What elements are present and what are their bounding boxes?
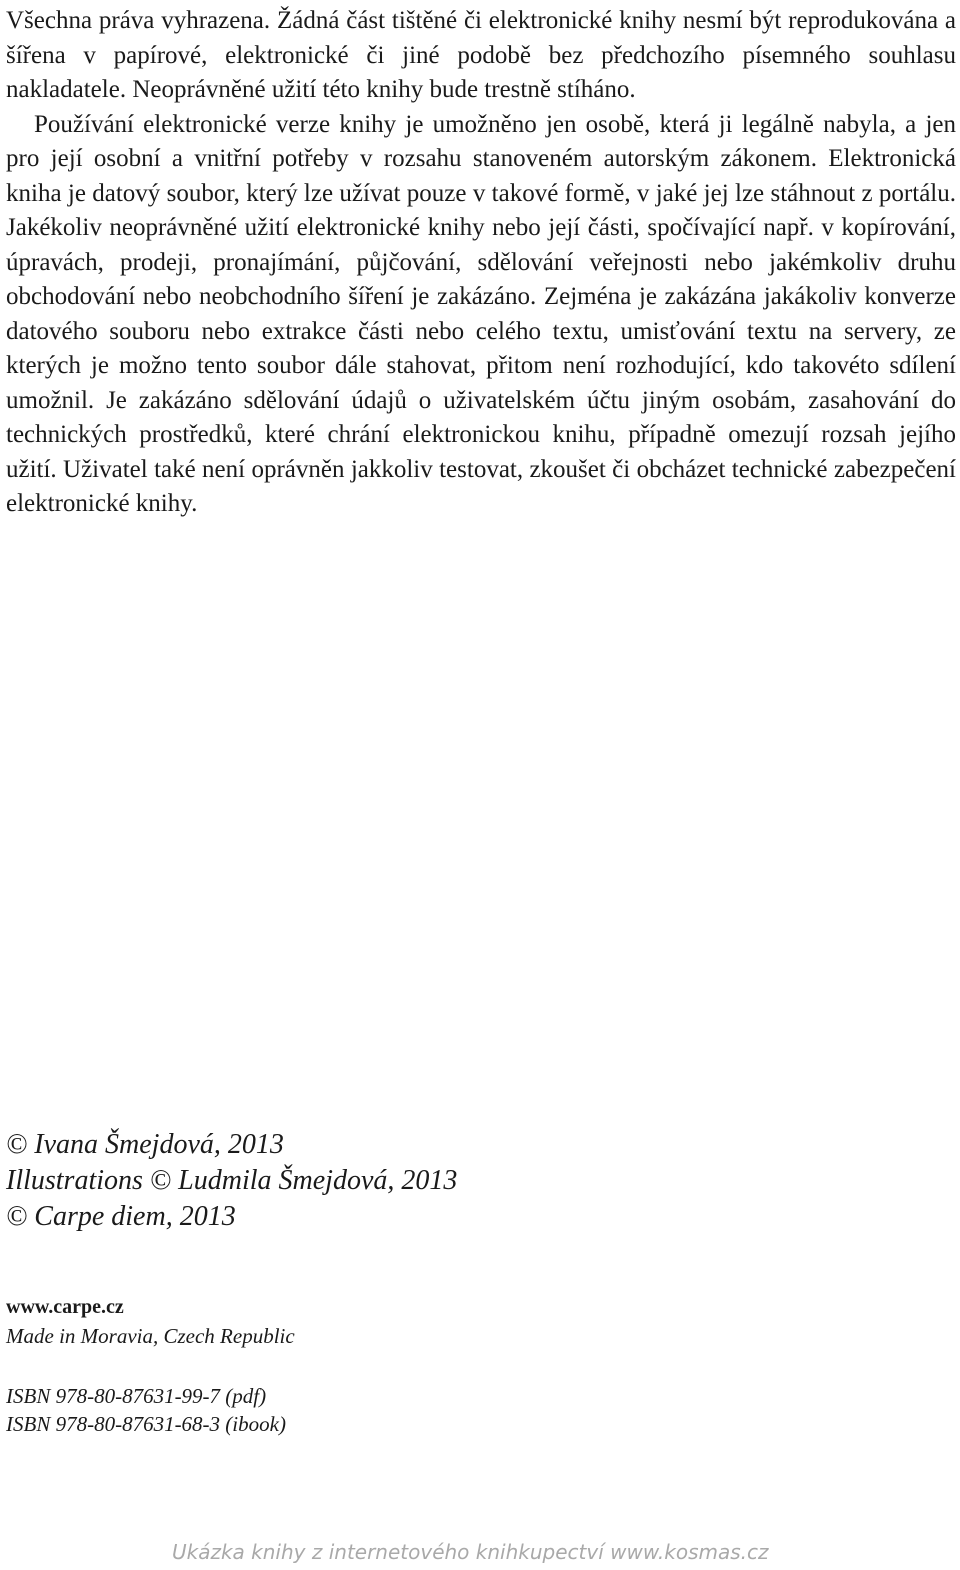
- isbn-ibook: ISBN 978-80-87631-68-3 (ibook): [6, 1412, 286, 1436]
- copyright-illustrations: Illustrations © Ludmila Šmejdová, 2013: [6, 1165, 458, 1196]
- copyright-block: [6, 1127, 457, 1235]
- copyright-publisher: © Carpe diem, 2013: [6, 1201, 236, 1232]
- rights-paragraph-1: Všechna práva vyhrazena. Žádná část tištěné či elektronické knihy nesmí být reprodukována a šířena v papírové, elektronické či jiné podobě bez předchozího písemného souhlasu nakladatele. Neoprávněné užití této knihy bude trestně stíháno.: [6, 7, 956, 103]
- isbn-block: [6, 1382, 286, 1438]
- watermark-footer: Ukázka knihy z internetového knihkupectví www.kosmas.cz: [172, 1540, 769, 1564]
- rights-notice: [6, 4, 956, 522]
- rights-paragraph-2: Používání elektronické verze knihy je umožněno jen osobě, která ji legálně nabyla, a jen pro její osobní a vnitřní potřeby v rozsahu stanoveném autorským zákonem. Elektronická kniha je datový soubor, který lze užívat pouze v takové formě, v jaké jej lze stáhnout z portálu. Jakékoliv neoprávněné užití elektronické knihy nebo její části, spočívající např. v kopírování, úpravách, prodeji, pronajímání, půjčování, sdělování veřejnosti nebo jakémkoliv druhu obchodování nebo neobchodního šíření je zakázáno. Zejména je zakázána jakákoliv konverze datového souboru nebo extrakce části nebo celého textu, umisťování textu na servery, ze kterých je možno tento soubor dále stahovat, přitom není rozhodující, kdo takovéto sdílení umožnil. Je zakázáno sdělování údajů o uživatelském účtu jiným osobám, zasahování do technických prostředků, které chrání elektronickou knihu, případně omezují rozsah jejího užití. Uživatel také není oprávněn jakkoliv testovat, zkoušet či obcházet technické zabezpečení elektronické knihy.: [6, 110, 956, 517]
- copyright-author: © Ivana Šmejdová, 2013: [6, 1129, 284, 1160]
- made-in-line: Made in Moravia, Czech Republic: [6, 1324, 295, 1348]
- isbn-pdf: ISBN 978-80-87631-99-7 (pdf): [6, 1384, 267, 1408]
- publisher-website: www.carpe.cz: [6, 1296, 124, 1318]
